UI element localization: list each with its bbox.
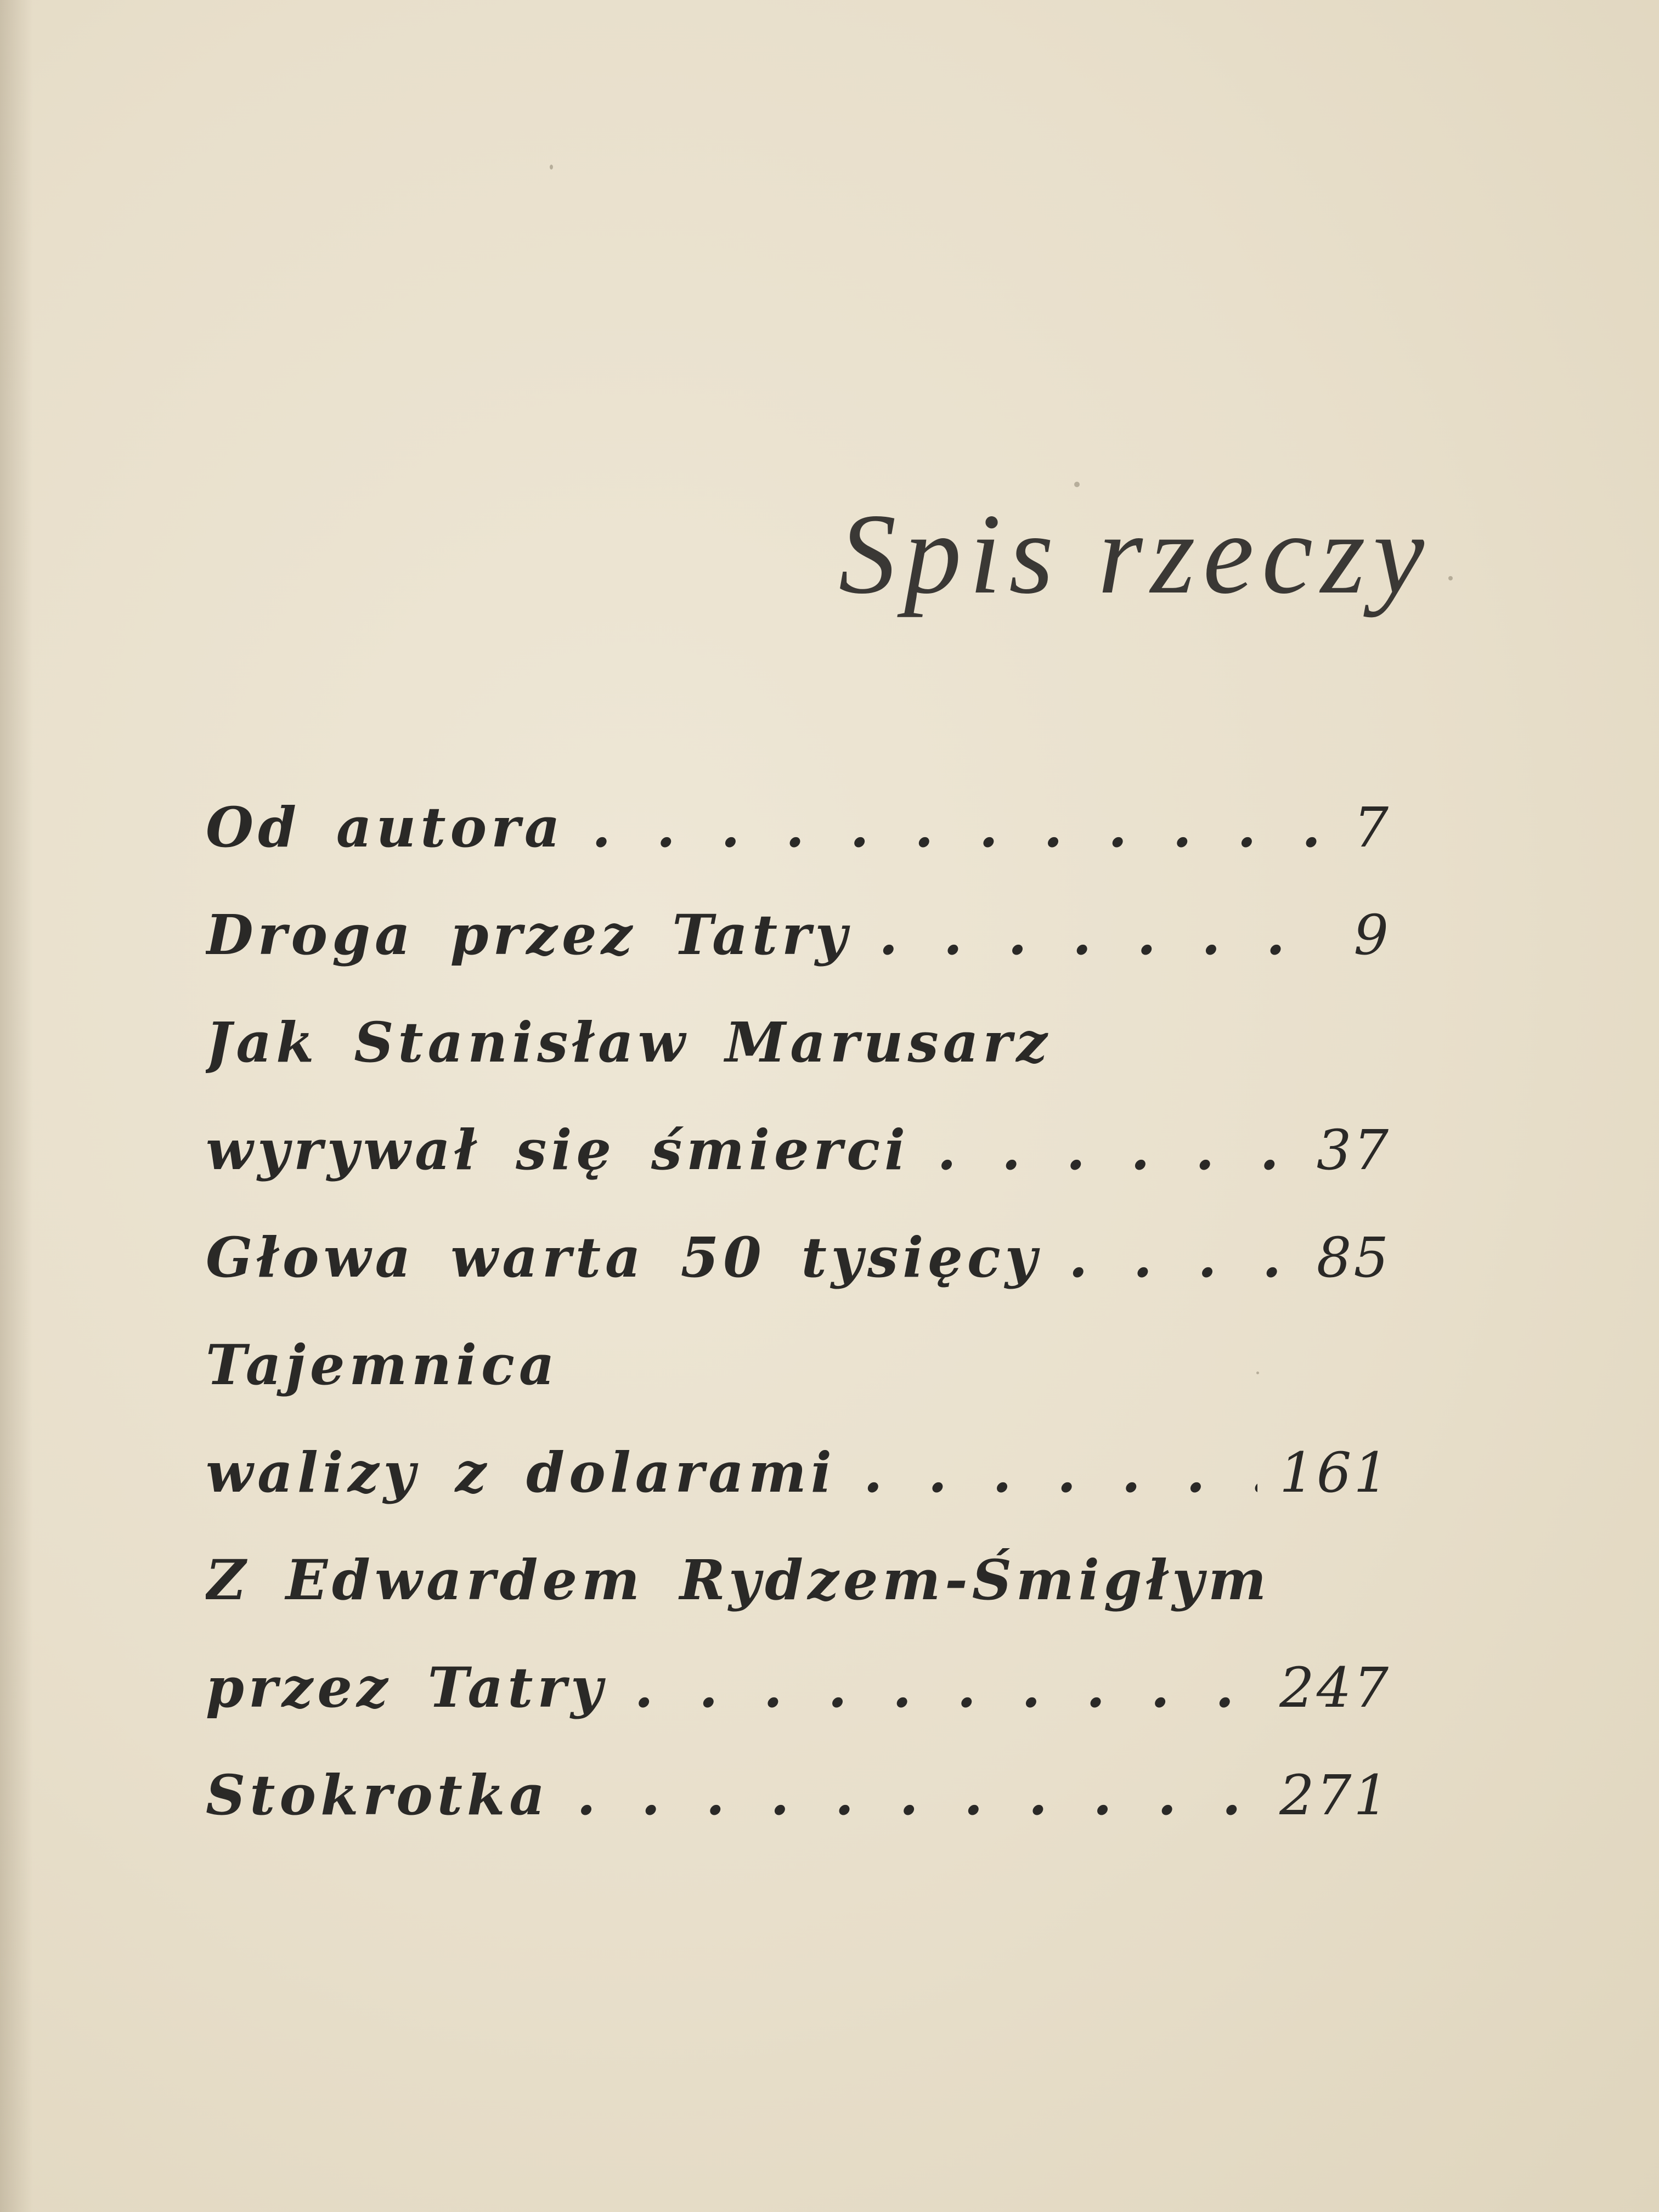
- toc-line: [206, 989, 1391, 1096]
- toc-entry: [206, 774, 1391, 881]
- toc-entry: [206, 1311, 1391, 1526]
- paper-speck: [550, 165, 553, 170]
- toc-entry-title: Tajemnica: [206, 1333, 559, 1397]
- dot-leader: [937, 1096, 1295, 1204]
- toc-line: [206, 1204, 1391, 1311]
- toc-entry-title: Z Edwardem Rydzem-Śmigłym: [206, 1548, 1271, 1612]
- dot-leader: [1069, 1204, 1295, 1311]
- page-title: Spis rzeczy: [838, 490, 1432, 618]
- toc-entry-title-continued: wyrywał się śmierci: [206, 1118, 910, 1182]
- toc-page-number: 37: [1316, 1118, 1391, 1182]
- toc-page-number: 9: [1353, 903, 1391, 967]
- toc-line: [206, 1526, 1391, 1634]
- toc-line: [206, 1741, 1391, 1849]
- table-of-contents: [206, 774, 1391, 1849]
- toc-entry: [206, 1204, 1391, 1311]
- toc-line: [206, 1096, 1391, 1204]
- toc-page-number: 7: [1353, 795, 1391, 860]
- dot-leader: [864, 1419, 1257, 1526]
- toc-entry-title: Głowa warta 50 tysięcy: [206, 1225, 1041, 1290]
- toc-entry-title-continued: przez Tatry: [206, 1655, 607, 1720]
- toc-entry: [206, 1526, 1391, 1741]
- toc-entry-title: Od autora: [206, 795, 565, 860]
- dot-leader: [879, 881, 1332, 989]
- toc-entry-title: Jak Stanisław Marusarz: [206, 1010, 1052, 1075]
- toc-entry-title-continued: walizy z dolarami: [206, 1440, 836, 1505]
- dot-leader: [577, 1741, 1257, 1849]
- toc-page-number: 85: [1316, 1226, 1391, 1290]
- toc-entry-title: Stokrotka: [206, 1763, 550, 1827]
- page-edge-shadow: [0, 0, 33, 2212]
- toc-entry: [206, 1741, 1391, 1849]
- toc-page-number: 271: [1279, 1763, 1391, 1827]
- toc-line: [206, 1634, 1391, 1741]
- toc-entry: [206, 989, 1391, 1204]
- toc-entry: [206, 881, 1391, 989]
- toc-line: [206, 774, 1391, 881]
- toc-line: [206, 1419, 1391, 1526]
- toc-page-number: 161: [1279, 1441, 1391, 1505]
- dot-leader: [634, 1634, 1257, 1741]
- paper-speck: [1074, 482, 1080, 487]
- paper-speck: [1448, 576, 1453, 580]
- dot-leader: [592, 774, 1332, 881]
- toc-entry-title: Droga przez Tatry: [206, 902, 851, 967]
- toc-line: [206, 1311, 1391, 1419]
- toc-page-number: 247: [1279, 1656, 1391, 1720]
- toc-line: [206, 881, 1391, 989]
